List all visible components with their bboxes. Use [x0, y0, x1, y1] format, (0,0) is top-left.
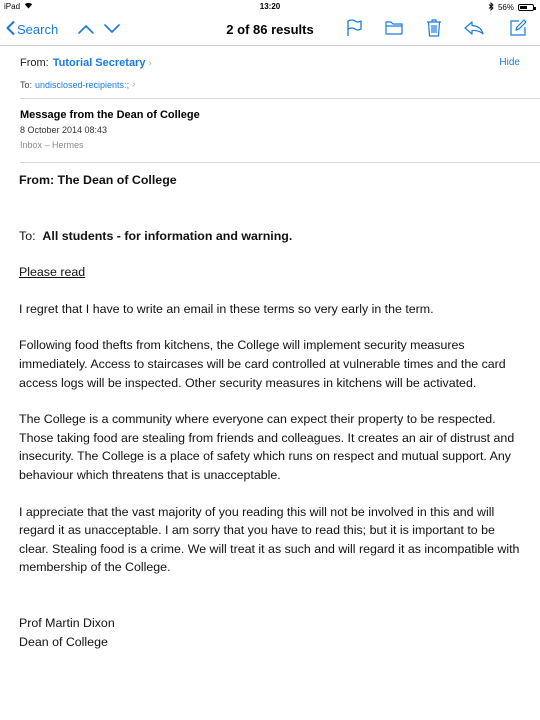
battery-icon — [518, 4, 534, 11]
status-time: 13:20 — [259, 2, 281, 11]
device-label: iPad — [4, 2, 21, 11]
next-message-button[interactable] — [102, 20, 122, 40]
from-label: From: — [20, 57, 49, 69]
compose-icon — [509, 19, 527, 42]
compose-button[interactable] — [507, 19, 529, 41]
body-paragraph: I regret that I have to write an email in these terms so very early in the term. — [19, 301, 434, 316]
signature-name: Prof Martin Dixon — [19, 615, 115, 630]
from-row — [20, 57, 520, 69]
body-to-value: All students - for information and warning. — [42, 228, 293, 243]
body-paragraph: I appreciate that the vast majority of you reading this will not be involved in this and will regard it as unacceptable. I am sorry that you have to read this; but it is important to be clear. Stealing food is a crime. We will treat it as such and will regard it as incompatible with membership of the College. — [19, 504, 520, 575]
recipients[interactable]: undisclosed-recipients:; — [35, 79, 130, 90]
signature-title: Dean of College — [19, 634, 108, 649]
header-divider — [20, 98, 540, 99]
chevron-left-icon — [6, 21, 15, 38]
please-read-text: Please read — [19, 265, 86, 280]
body-paragraph: The College is a community where everyone can expect their property to be respected. Those taking food are stealing from friends and colleagues. It creates an air of distrust and insecurity. The College is a place of safety which runs on respect and mutual support. Any behaviour which threatens that is unacceptable. — [19, 412, 515, 482]
search-back-button[interactable] — [6, 21, 58, 38]
hide-details-button[interactable]: Hide — [499, 57, 520, 68]
chevron-up-icon — [78, 21, 94, 39]
body-to-line — [19, 227, 524, 246]
status-bar — [0, 0, 540, 14]
move-to-folder-button[interactable] — [383, 19, 405, 41]
to-label: To: — [20, 79, 33, 90]
body-paragraph: Following food thefts from kitchens, the College will implement security measures immediately. Access to staircases will be card controlled at vulnerable times and the card access logs will be inspected. Other security measures in kitchens will be activated. — [19, 338, 506, 390]
please-read — [19, 263, 524, 282]
subject-divider — [20, 162, 540, 163]
bluetooth-icon — [488, 2, 494, 13]
reply-button[interactable] — [463, 19, 485, 41]
delete-button[interactable] — [423, 19, 445, 41]
body-to-label: To: — [19, 228, 36, 243]
message-position: 2 of 86 results — [226, 22, 314, 37]
search-back-label: Search — [17, 22, 59, 37]
flag-icon — [346, 19, 362, 42]
trash-icon — [426, 18, 442, 42]
battery-percent: 56% — [497, 3, 514, 12]
message-date: 8 October 2014 08:43 — [20, 125, 108, 135]
message-body — [19, 171, 524, 651]
signature — [19, 614, 524, 651]
message-toolbar — [0, 14, 540, 46]
body-from-line: From: The Dean of College — [19, 173, 177, 187]
chevron-down-icon — [104, 21, 120, 39]
flag-button[interactable] — [343, 19, 365, 41]
to-row — [20, 79, 520, 90]
message-mailbox: Inbox – Hermes — [20, 140, 84, 150]
previous-message-button[interactable] — [76, 20, 96, 40]
chevron-right-icon: › — [148, 57, 152, 69]
sender-name[interactable]: Tutorial Secretary — [52, 57, 146, 69]
status-right — [488, 2, 534, 13]
chevron-right-icon: › — [132, 79, 136, 90]
folder-icon — [385, 20, 403, 40]
message-subject: Message from the Dean of College — [20, 109, 200, 121]
reply-icon — [464, 21, 484, 40]
